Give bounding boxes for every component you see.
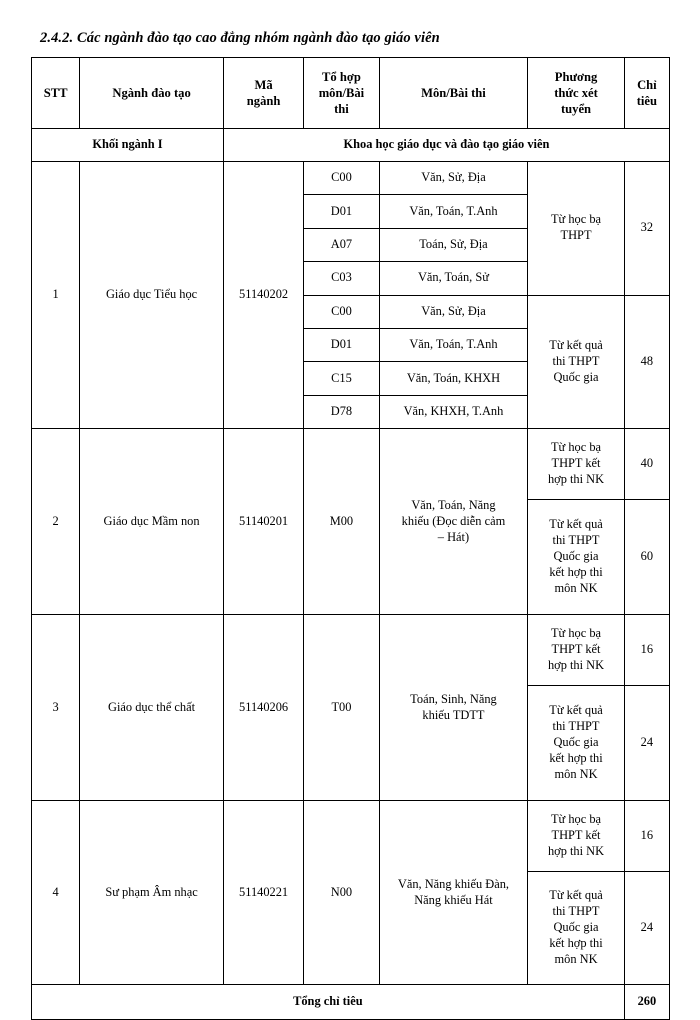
phuong-thuc-line: Từ học bạ	[550, 812, 602, 827]
table-row	[32, 615, 670, 686]
row-mon	[379, 429, 528, 615]
header-to-hop-line1: Tổ hợp	[322, 69, 361, 84]
mon-line: Văn, Toán, Năng	[411, 497, 496, 512]
header-stt: STT	[32, 58, 80, 129]
row-phuong-thuc	[528, 801, 624, 872]
header-to-hop-line3: thi	[334, 102, 349, 117]
row-to-hop: D78	[304, 395, 379, 428]
phuong-thuc-line: kết hợp thi	[549, 751, 603, 766]
header-chi-tieu-line1: Chỉ	[637, 77, 657, 92]
row-phuong-thuc	[528, 615, 624, 686]
mon-line: Năng khiếu Hát	[414, 892, 493, 907]
phuong-thuc-line: thi THPT	[552, 719, 600, 734]
phuong-thuc-line: Từ kết quả	[549, 338, 603, 353]
phuong-thuc-line: Quốc gia	[553, 549, 599, 564]
row-mon: Văn, Toán, T.Anh	[379, 195, 528, 228]
phuong-thuc-line: Từ học bạ	[550, 626, 602, 641]
total-row-value: 260	[624, 985, 669, 1020]
table-body	[32, 129, 670, 1020]
mon-line: khiếu TDTT	[422, 707, 485, 722]
row-nganh: Giáo dục Mầm non	[80, 429, 224, 615]
admission-table	[31, 57, 670, 1020]
row-mon	[379, 615, 528, 801]
block-row-khoi-nganh	[32, 129, 670, 162]
row-phuong-thuc	[528, 429, 624, 500]
phuong-thuc-line: Từ kết quả	[549, 888, 603, 903]
row-stt: 3	[32, 615, 80, 801]
phuong-thuc-line: môn NK	[554, 766, 598, 781]
header-row	[32, 58, 670, 129]
phuong-thuc-line: thi THPT	[552, 353, 600, 368]
row-to-hop: N00	[304, 801, 379, 985]
phuong-thuc-line: kết hợp thi	[549, 565, 603, 580]
row-phuong-thuc	[528, 295, 624, 429]
phuong-thuc-line: hợp thi NK	[547, 472, 605, 487]
row-mon: Văn, Toán, Sử	[379, 262, 528, 295]
row-ma-nganh: 51140221	[223, 801, 303, 985]
row-to-hop: D01	[304, 195, 379, 228]
phuong-thuc-line: thi THPT	[552, 533, 600, 548]
table-header	[32, 58, 670, 129]
row-stt: 4	[32, 801, 80, 985]
table-row	[32, 162, 670, 195]
header-phuong-thuc-line2: thức xét	[554, 85, 598, 100]
row-phuong-thuc	[528, 500, 624, 615]
header-mon-bai-thi: Môn/Bài thi	[379, 58, 528, 129]
phuong-thuc-line: THPT kết	[551, 828, 601, 843]
row-chi-tieu: 16	[624, 615, 669, 686]
row-mon	[379, 801, 528, 985]
phuong-thuc-line: Từ kết quả	[549, 703, 603, 718]
total-row	[32, 985, 670, 1020]
header-phuong-thuc-line3: tuyển	[560, 102, 592, 117]
row-phuong-thuc	[528, 872, 624, 985]
phuong-thuc-line: Từ kết quả	[549, 517, 603, 532]
phuong-thuc-line: Quốc gia	[553, 369, 599, 384]
row-to-hop: C15	[304, 362, 379, 395]
row-to-hop: C03	[304, 262, 379, 295]
table-row	[32, 429, 670, 500]
row-to-hop: T00	[304, 615, 379, 801]
phuong-thuc-line: THPT	[560, 228, 592, 243]
block-row-value: Khoa học giáo dục và đào tạo giáo viên	[223, 129, 669, 162]
mon-line: khiếu (Đọc diễn cảm	[401, 513, 506, 528]
row-stt: 1	[32, 162, 80, 429]
row-mon: Văn, KHXH, T.Anh	[379, 395, 528, 428]
row-ma-nganh: 51140202	[223, 162, 303, 429]
phuong-thuc-line: Từ học bạ	[550, 212, 602, 227]
phuong-thuc-line: hợp thi NK	[547, 844, 605, 859]
row-chi-tieu: 16	[624, 801, 669, 872]
mon-line: – Hát)	[437, 529, 470, 544]
row-chi-tieu: 24	[624, 872, 669, 985]
mon-line: Toán, Sinh, Năng	[410, 691, 497, 706]
row-to-hop: M00	[304, 429, 379, 615]
page-title: 2.4.2. Các ngành đào tạo cao đẳng nhóm ngành đào tạo giáo viên	[40, 30, 440, 46]
row-mon: Văn, Sử, Địa	[379, 295, 528, 328]
header-ma-nganh-line2: ngành	[246, 94, 281, 108]
row-mon: Toán, Sử, Địa	[379, 228, 528, 261]
phuong-thuc-line: môn NK	[554, 951, 598, 966]
header-chi-tieu	[624, 58, 669, 129]
phuong-thuc-line: Từ học bạ	[550, 440, 602, 455]
header-phuong-thuc	[528, 58, 624, 129]
header-phuong-thuc-line1: Phương	[554, 69, 598, 84]
row-nganh: Sư phạm Âm nhạc	[80, 801, 224, 985]
header-chi-tieu-line2: tiêu	[636, 94, 658, 108]
phuong-thuc-line: THPT kết	[551, 642, 601, 657]
row-nganh: Giáo dục thể chất	[80, 615, 224, 801]
row-to-hop: A07	[304, 228, 379, 261]
phuong-thuc-line: môn NK	[554, 580, 598, 595]
table-row	[32, 801, 670, 872]
phuong-thuc-line: hợp thi NK	[547, 658, 605, 673]
total-row-label: Tổng chỉ tiêu	[32, 985, 625, 1020]
row-mon: Văn, Sử, Địa	[379, 162, 528, 195]
block-row-label: Khối ngành I	[32, 129, 224, 162]
row-ma-nganh: 51140206	[223, 615, 303, 801]
row-stt: 2	[32, 429, 80, 615]
row-phuong-thuc	[528, 686, 624, 801]
row-chi-tieu: 60	[624, 500, 669, 615]
phuong-thuc-line: kết hợp thi	[549, 936, 603, 951]
row-to-hop: C00	[304, 295, 379, 328]
row-chi-tieu: 32	[624, 162, 669, 296]
mon-line: Văn, Năng khiếu Đàn,	[397, 876, 510, 891]
row-mon: Văn, Toán, T.Anh	[379, 328, 528, 361]
row-ma-nganh: 51140201	[223, 429, 303, 615]
row-mon: Văn, Toán, KHXH	[379, 362, 528, 395]
phuong-thuc-line: Quốc gia	[553, 920, 599, 935]
phuong-thuc-line: thi THPT	[552, 904, 600, 919]
row-phuong-thuc	[528, 162, 624, 296]
header-to-hop-line2: môn/Bài	[318, 85, 365, 100]
row-to-hop: D01	[304, 328, 379, 361]
row-nganh: Giáo dục Tiểu học	[80, 162, 224, 429]
header-ma-nganh	[223, 58, 303, 129]
header-nganh-dao-tao: Ngành đào tạo	[80, 58, 224, 129]
header-ma-nganh-line1: Mã	[254, 77, 273, 92]
phuong-thuc-line: THPT kết	[551, 456, 601, 471]
header-to-hop-mon	[304, 58, 379, 129]
row-chi-tieu: 40	[624, 429, 669, 500]
row-chi-tieu: 24	[624, 686, 669, 801]
row-chi-tieu: 48	[624, 295, 669, 429]
row-to-hop: C00	[304, 162, 379, 195]
phuong-thuc-line: Quốc gia	[553, 735, 599, 750]
